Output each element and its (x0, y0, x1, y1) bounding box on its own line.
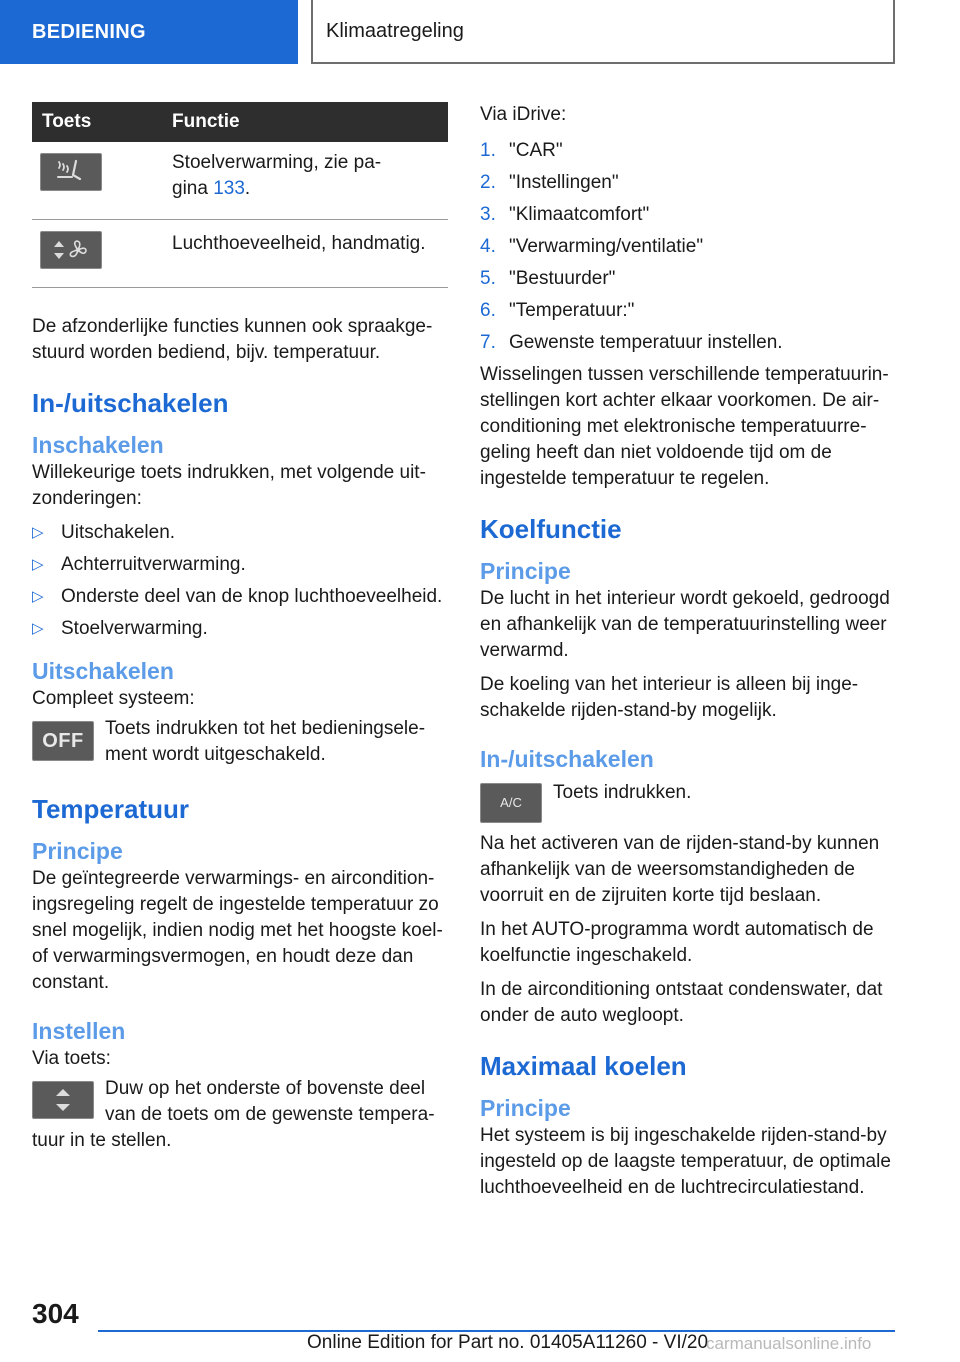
right-column (480, 102, 896, 1209)
koel-paragraph-1: De lucht in het interieur wordt gekoeld, gedroogd en afhankelijk van de temperatuurinstelling weer verwarmd. (480, 588, 890, 661)
list-item-text: Uitschakelen. (61, 522, 176, 543)
max-paragraph: Het systeem is bij ingeschakelde rijden-stand-by ingesteld op de laagste temperatuur, de optimale luchthoeveelheid en de luchtrecirculatiestand. (480, 1125, 891, 1198)
table-cell-icon (32, 220, 172, 288)
table-row (32, 220, 448, 288)
triangle-bullet-icon: ▷ (32, 620, 44, 637)
step-number: 3. (480, 204, 496, 225)
heading-principe: Principe (32, 838, 123, 864)
chapter-title: Klimaatregeling (326, 19, 464, 42)
heading-in-uitschakelen: In-/uitschakelen (480, 746, 654, 772)
off-button-icon: OFF (32, 721, 94, 761)
step-text: "Temperatuur:" (509, 300, 635, 321)
list-item (32, 520, 448, 546)
table-cell-text: Luchthoeveelheid, handmatig. (172, 220, 448, 288)
section-label: BEDIENING (32, 20, 146, 43)
triangle-bullet-icon: ▷ (32, 524, 44, 541)
seat-heating-suffix: . (244, 178, 251, 199)
ac-button-icon: A/C (480, 783, 542, 823)
table-row (32, 142, 448, 220)
heading-maximaal-koelen: Maximaal koelen (480, 1051, 687, 1081)
intro-paragraph: De afzonderlijke functies kunnen ook spraakge- stuurd worden bediend, bijv. temperatuur. (32, 316, 433, 363)
idrive-steps-list (480, 138, 896, 356)
step-number: 5. (480, 268, 496, 289)
updown-instruction (32, 1076, 448, 1154)
heading-principe: Principe (480, 1095, 571, 1121)
step-number: 1. (480, 140, 496, 161)
ac-instruction-text: Toets indrukken. (553, 782, 692, 803)
step-text: "Klimaatcomfort" (509, 204, 650, 225)
after-paragraph-3: In de airconditioning ontstaat condenswater, dat onder de auto wegloopt. (480, 979, 883, 1026)
heading-in-uitschakelen: In-/uitschakelen (32, 388, 229, 418)
triangle-bullet-icon: ▷ (32, 556, 44, 573)
list-item (480, 170, 896, 196)
chapter-title-box (311, 0, 895, 64)
switch-paragraph: Wisselingen tussen verschillende temperatuurin- stellingen kort achter elkaar voorkomen. De air- conditioning met elektronische temperatuurre- geling heeft dan niet voldoende tijd om de ingestelde temperatuur te regelen. (480, 364, 889, 489)
step-number: 2. (480, 172, 496, 193)
left-column (32, 102, 448, 1154)
step-text: "CAR" (509, 140, 563, 161)
step-number: 7. (480, 332, 496, 353)
step-text: "Verwarming/ventilatie" (509, 236, 704, 257)
instellen-paragraph: Via toets: (32, 1048, 111, 1069)
heading-instellen: Instellen (32, 1018, 126, 1044)
after-paragraph-1: Na het activeren van de rijden-stand-by kunnen afhankelijk van de weersomstandigheden de voorruit en de zijruiten korte tijd beslaan. (480, 833, 880, 906)
table-cell-icon (32, 142, 172, 220)
page-number: 304 (32, 1298, 79, 1329)
ac-instruction (480, 778, 896, 823)
list-item (480, 202, 896, 228)
inschakelen-paragraph: Willekeurige toets indrukken, met volgende uit- zonderingen: (32, 462, 426, 509)
heading-inschakelen: Inschakelen (32, 432, 164, 458)
list-item (480, 234, 896, 260)
list-item (32, 584, 448, 610)
seat-heating-description: Stoelverwarming, zie pa- gina (172, 152, 382, 199)
list-item (32, 616, 448, 642)
table-cell-text (172, 142, 448, 220)
exceptions-list (32, 520, 448, 642)
heading-uitschakelen: Uitschakelen (32, 658, 174, 684)
section-tab (0, 0, 298, 64)
heading-principe: Principe (480, 558, 571, 584)
list-item (480, 330, 896, 356)
heading-temperatuur: Temperatuur (32, 794, 189, 824)
step-number: 4. (480, 236, 496, 257)
after-paragraph-2: In het AUTO-programma wordt automatisch de koelfunctie ingeschakeld. (480, 919, 874, 966)
list-item (480, 138, 896, 164)
step-number: 6. (480, 300, 496, 321)
list-item (480, 266, 896, 292)
updown-instruction-text: Duw op het onderste of bovenste deel van de toets om de gewenste tempera- tuur in te stellen. (32, 1078, 435, 1151)
heading-koelfunctie: Koelfunctie (480, 514, 622, 544)
watermark-text: carmanualsonline.info (706, 1334, 872, 1353)
off-instruction-text: Toets indrukken tot het bedieningsele- ment wordt uitgeschakeld. (105, 718, 426, 765)
uitschakelen-paragraph: Compleet systeem: (32, 688, 195, 709)
list-item-text: Stoelverwarming. (61, 618, 208, 639)
table-header-toets: Toets (32, 102, 172, 142)
idrive-intro: Via iDrive: (480, 104, 567, 125)
key-function-table (32, 102, 448, 288)
list-item (480, 298, 896, 324)
step-text: "Instellingen" (509, 172, 619, 193)
list-item-text: Onderste deel van de knop luchthoeveelheid. (61, 586, 443, 607)
step-text: Gewenste temperatuur instellen. (509, 332, 783, 353)
triangle-bullet-icon: ▷ (32, 588, 44, 605)
off-instruction (32, 716, 448, 768)
seat-heating-icon (40, 153, 102, 191)
airflow-icon (40, 231, 102, 269)
page-link[interactable]: 133 (213, 178, 245, 199)
step-text: "Bestuurder" (509, 268, 616, 289)
koel-paragraph-2: De koeling van het interieur is alleen bij inge- schakelde rijden-stand-by mogelijk. (480, 674, 859, 721)
list-item-text: Achterruitverwarming. (61, 554, 246, 575)
principe-paragraph: De geïntegreerde verwarmings- en aircondition- ingsregeling regelt de ingestelde temperatuur zo snel mogelijk, indien nodig met het hoogste koel- of verwarmingsvermogen, en houdt deze dan constant. (32, 868, 443, 993)
temperature-up-down-icon (32, 1081, 94, 1119)
list-item (32, 552, 448, 578)
table-header-functie: Functie (172, 102, 448, 142)
edition-text: Online Edition for Part no. 01405A11260 - VI/20 (307, 1332, 709, 1353)
